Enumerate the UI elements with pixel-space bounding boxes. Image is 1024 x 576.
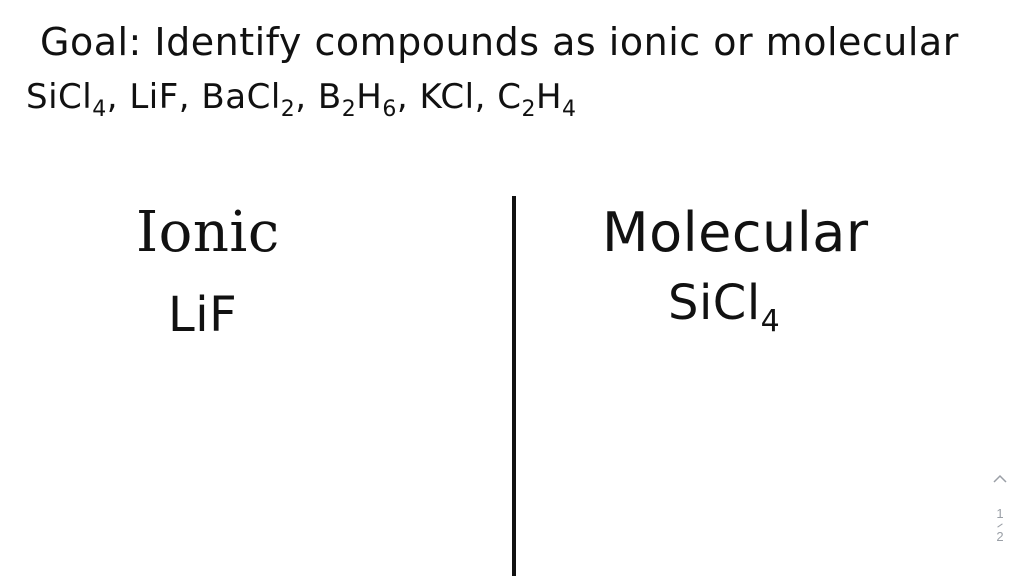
compound-c2h4: $C_2H_4$ — [497, 77, 577, 122]
total-page-count: 2 — [996, 529, 1004, 544]
ionic-entry-lif: LiF — [168, 287, 238, 343]
current-page-number: 1 — [996, 506, 1004, 521]
list-separator: , — [178, 77, 202, 117]
molecular-column-heading: Molecular — [602, 201, 869, 264]
list-separator: , — [474, 77, 498, 117]
goal-statement: Goal: Identify compounds as ionic or molecular — [40, 20, 959, 64]
molecular-entry-sicl4: SiCl$_4$ — [668, 275, 781, 339]
list-separator: , — [396, 77, 420, 117]
ionic-column-heading: Ionic — [136, 200, 280, 265]
compound-b2h6: $B_2H_6$ — [317, 77, 397, 122]
compound-list — [26, 74, 577, 120]
column-divider — [512, 196, 516, 576]
list-separator: , — [295, 77, 318, 117]
page-separator — [997, 523, 1002, 527]
compound-kcl: KCl — [419, 77, 475, 117]
compound-sicl4: SiCl$_4$ — [26, 77, 107, 122]
compound-lif: LiF — [129, 77, 179, 117]
page-indicator — [986, 474, 1014, 564]
compound-bacl2: BaCl$_2$ — [201, 77, 296, 122]
chevron-up-icon[interactable] — [986, 474, 1014, 492]
list-separator: , — [106, 77, 130, 117]
